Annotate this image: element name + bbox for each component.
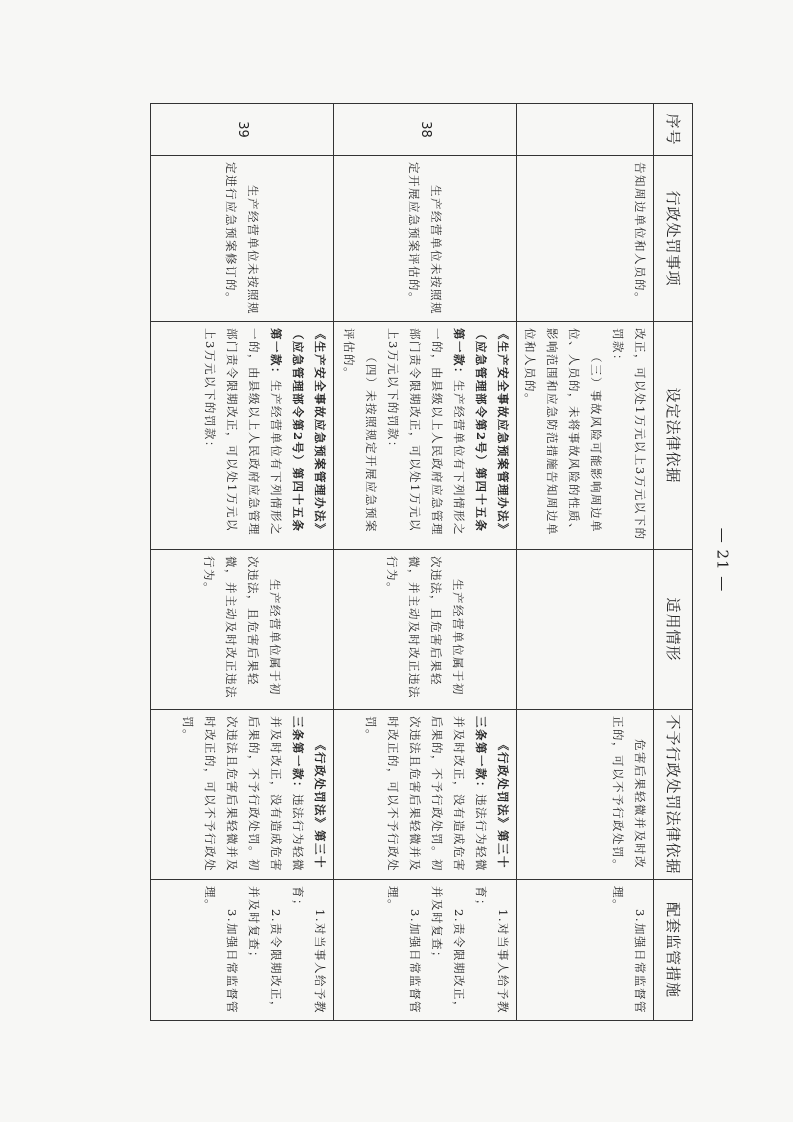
basis-text	[382, 328, 514, 543]
basis-body: 生产经营单位有下列情形之一的，由县级以上人民政府应急管理部门责令限期改正，可以处1万元以上3万元以下的罚款：	[203, 328, 283, 536]
page-number	[702, 527, 742, 593]
table-row	[151, 104, 334, 1021]
nonpenalty-text	[360, 716, 514, 873]
basis-text: （四）未按照规定开展应急预案评估的。	[342, 328, 378, 533]
measure-item: 3.加强日常监督管理。	[611, 886, 647, 1014]
page-number-text: — 21 —	[713, 527, 731, 593]
basis-cell	[151, 322, 334, 550]
situation-cell	[517, 550, 654, 710]
matter-cell	[151, 156, 334, 322]
table-row	[334, 104, 517, 1021]
header-measures: 配套监管措施	[654, 880, 693, 1021]
measure-item: 2.责令限期改正，并及时复查；	[430, 886, 466, 1014]
basis-body: 生产经营单位有下列情形之一的，由县级以上人民政府应急管理部门责令限期改正，可以处1万元以上3万元以下的罚款：	[386, 328, 466, 536]
basis-bold: 《生产安全事故应急预案管理办法》（应急管理部令第2号）第四十五条第一款：	[269, 328, 327, 536]
header-matter: 行政处罚事项	[654, 156, 693, 322]
nonpenalty-cell	[334, 710, 517, 880]
matter-cell	[334, 156, 517, 322]
seq-cell: 38	[334, 104, 517, 156]
nonpenalty-body: 违法行为轻微并及时改正，没有造成危害后果的，不予行政处罚。初次违法且危害后果轻微并及时改正的，可以不予行政处罚。	[181, 716, 305, 872]
measures-cell	[517, 880, 654, 1021]
basis-bold: 《生产安全事故应急预案管理办法》（应急管理部令第2号）第四十五条第一款：	[452, 328, 510, 536]
rotated-table-container	[181, 103, 693, 1020]
header-situation: 适用情形	[654, 550, 693, 710]
situation-cell	[151, 550, 334, 710]
nonpenalty-text: 危害后果轻微并及时改正的，可以不予行政处罚。	[611, 716, 647, 872]
situation-text: 生产经营单位属于初次违法，且危害后果轻微，并主动及时改正违法行为。	[202, 556, 282, 699]
measures-cell	[151, 880, 334, 1021]
nonpenalty-bold: 《行政处罚法》第三十三条第一款：	[291, 716, 327, 869]
basis-text	[199, 328, 331, 543]
penalty-table	[150, 103, 693, 1021]
situation-cell	[334, 550, 517, 710]
matter-text: 告知周边单位和人员的。	[633, 162, 647, 305]
table-header-row	[654, 104, 693, 1021]
matter-text: 生产经营单位未按照规定进行应急预案修订的。	[224, 162, 260, 315]
basis-text: 改正，可以处1万元以上3万元以下的罚款：	[611, 328, 647, 541]
situation-text: 生产经营单位属于初次违法，且危害后果轻微，并主动及时改正违法行为。	[385, 556, 465, 699]
measure-item: 3.加强日常监督管理。	[386, 886, 422, 1014]
nonpenalty-body: 违法行为轻微并及时改正，没有造成危害后果的，不予行政处罚。初次违法且危害后果轻微并及时改正的，可以不予行政处罚。	[364, 716, 488, 872]
nonpenalty-cell	[151, 710, 334, 880]
nonpenalty-bold: 《行政处罚法》第三十三条第一款：	[474, 716, 510, 869]
measure-item: 3.加强日常监督管理。	[203, 886, 239, 1014]
matter-cell	[517, 156, 654, 322]
measure-item: 1.对当事人给予教育；	[291, 886, 327, 1014]
header-seq: 序号	[654, 104, 693, 156]
nonpenalty-text	[177, 716, 331, 873]
measures-cell	[334, 880, 517, 1021]
seq-cell: 39	[151, 104, 334, 156]
seq-cell	[517, 104, 654, 156]
matter-text: 生产经营单位未按照规定开展应急预案评估的。	[407, 162, 443, 315]
nonpenalty-cell	[517, 710, 654, 880]
header-basis: 设定法律依据	[654, 322, 693, 550]
basis-text: （三）事故风险可能影响周边单位、人员的，未将事故风险的性质、影响范围和应急防范措施告知周边单位和人员的。	[523, 328, 603, 536]
basis-cell	[517, 322, 654, 550]
measure-item: 2.责令限期改正，并及时复查；	[247, 886, 283, 1014]
measure-item: 1.对当事人给予教育；	[474, 886, 510, 1014]
header-nonpenalty: 不予行政处罚法律依据	[654, 710, 693, 880]
basis-cell	[334, 322, 517, 550]
table-row	[517, 104, 654, 1021]
